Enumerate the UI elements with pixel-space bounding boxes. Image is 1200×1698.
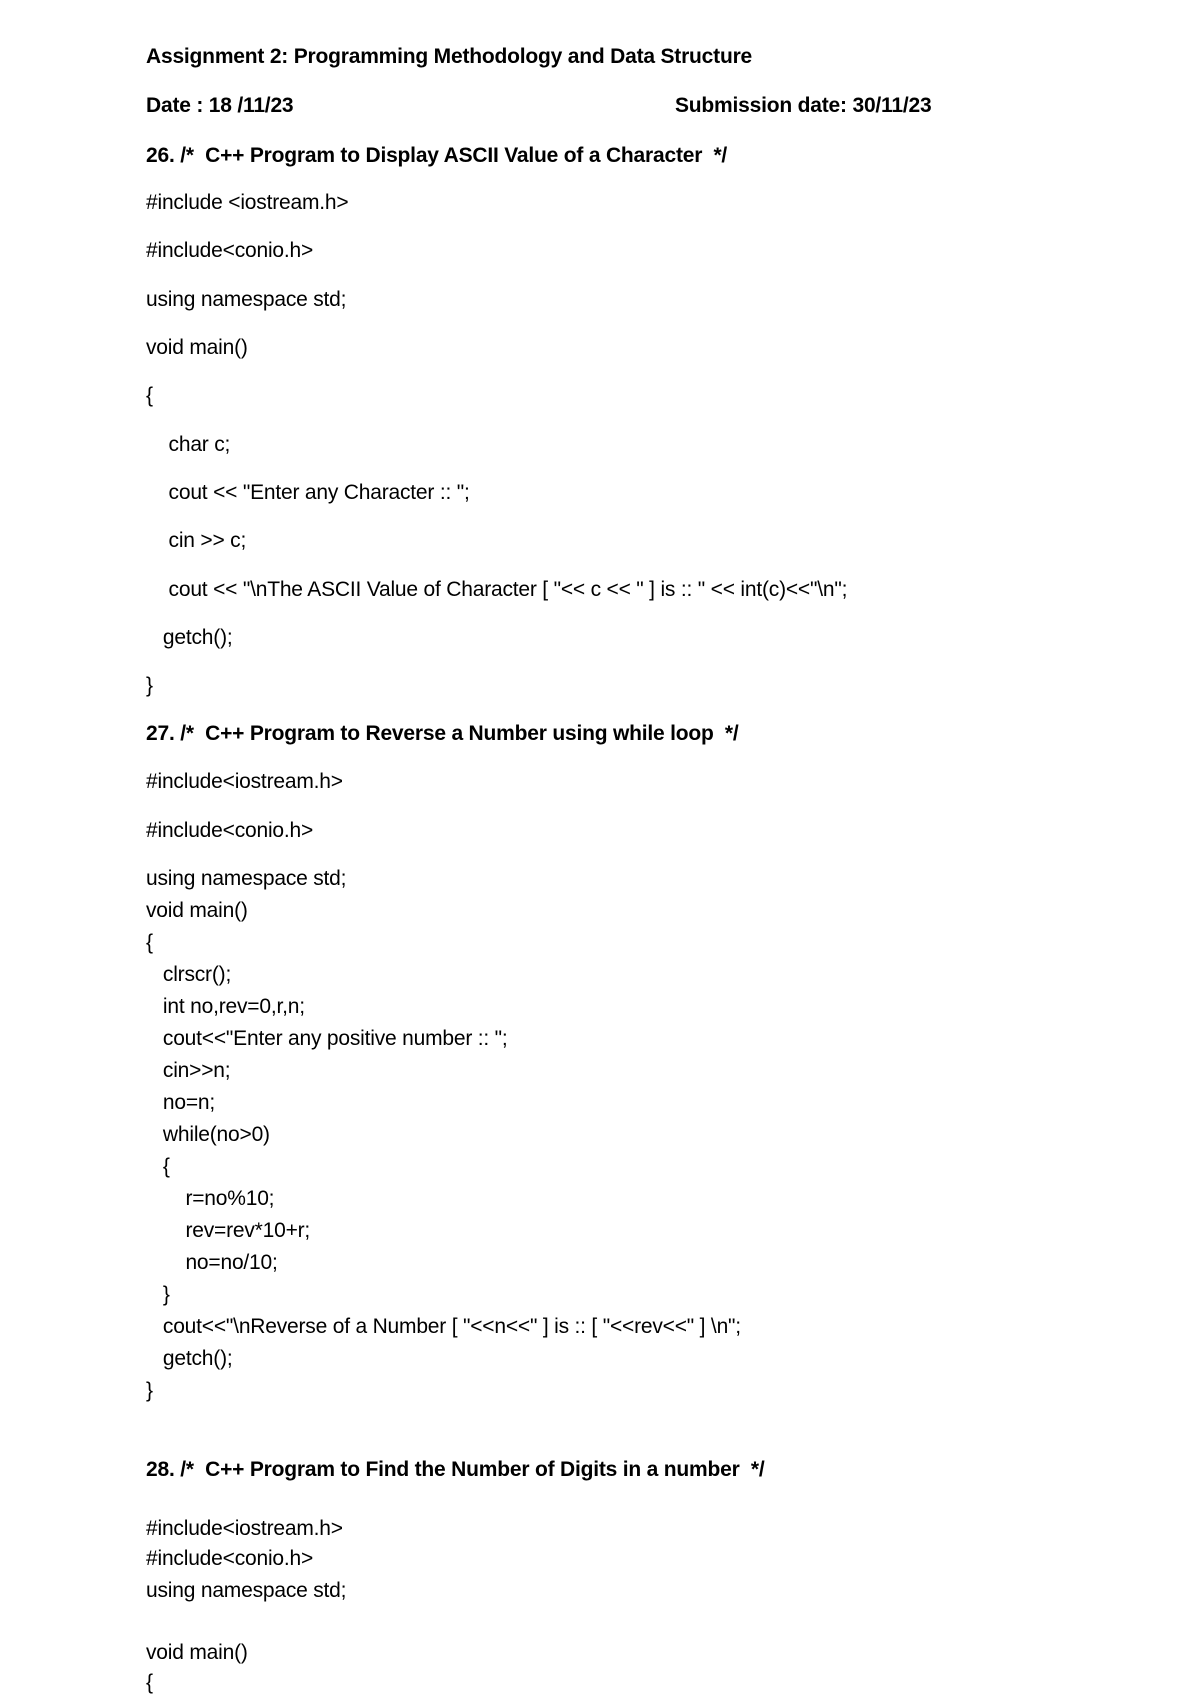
code-line: rev=rev*10+r; xyxy=(146,1219,311,1242)
program-27-heading: 27. /* C++ Program to Reverse a Number using while loop */ xyxy=(146,722,739,745)
code-line: #include<iostream.h> xyxy=(146,1517,343,1540)
code-line: { xyxy=(146,931,153,954)
code-line: #include <iostream.h> xyxy=(146,191,349,214)
code-line: cout << "Enter any Character :: "; xyxy=(146,481,470,504)
code-line: int no,rev=0,r,n; xyxy=(146,995,305,1018)
code-line: #include<conio.h> xyxy=(146,239,314,262)
code-line: r=no%10; xyxy=(146,1187,275,1210)
code-line: cin>>n; xyxy=(146,1059,231,1082)
code-line: { xyxy=(146,1155,170,1178)
code-line: cout << "\nThe ASCII Value of Character [ "<< c << " ] is :: " << int(c)<<"\n"; xyxy=(146,578,848,601)
assignment-title: Assignment 2: Programming Methodology and Data Structure xyxy=(146,45,753,68)
code-line: cout<<"Enter any positive number :: "; xyxy=(146,1027,508,1050)
code-line: void main() xyxy=(146,336,248,359)
code-line: #include<conio.h> xyxy=(146,1547,314,1570)
assignment-date: Date : 18 /11/23 xyxy=(146,94,294,117)
code-line: using namespace std; xyxy=(146,288,347,311)
code-line: #include<conio.h> xyxy=(146,819,314,842)
code-line: } xyxy=(146,1379,153,1402)
code-line: } xyxy=(146,674,153,697)
program-28-heading: 28. /* C++ Program to Find the Number of Digits in a number */ xyxy=(146,1458,765,1481)
code-line: no=no/10; xyxy=(146,1251,278,1274)
code-line: using namespace std; xyxy=(146,1579,347,1602)
code-line: char c; xyxy=(146,433,231,456)
code-line: void main() xyxy=(146,899,248,922)
code-line: } xyxy=(146,1283,170,1306)
program-26-heading: 26. /* C++ Program to Display ASCII Value of a Character */ xyxy=(146,144,728,167)
code-line: getch(); xyxy=(146,1347,233,1370)
code-line: cin >> c; xyxy=(146,529,247,552)
code-line: #include<iostream.h> xyxy=(146,770,343,793)
code-line: using namespace std; xyxy=(146,867,347,890)
code-line: while(no>0) xyxy=(146,1123,270,1146)
code-line: clrscr(); xyxy=(146,963,232,986)
code-line: void main() xyxy=(146,1641,248,1664)
submission-date: Submission date: 30/11/23 xyxy=(675,94,932,117)
code-line: getch(); xyxy=(146,626,233,649)
code-line: { xyxy=(146,1671,153,1694)
code-line: cout<<"\nReverse of a Number [ "<<n<<" ] is :: [ "<<rev<<" ] \n"; xyxy=(146,1315,741,1338)
code-line: no=n; xyxy=(146,1091,216,1114)
code-line: { xyxy=(146,384,153,407)
